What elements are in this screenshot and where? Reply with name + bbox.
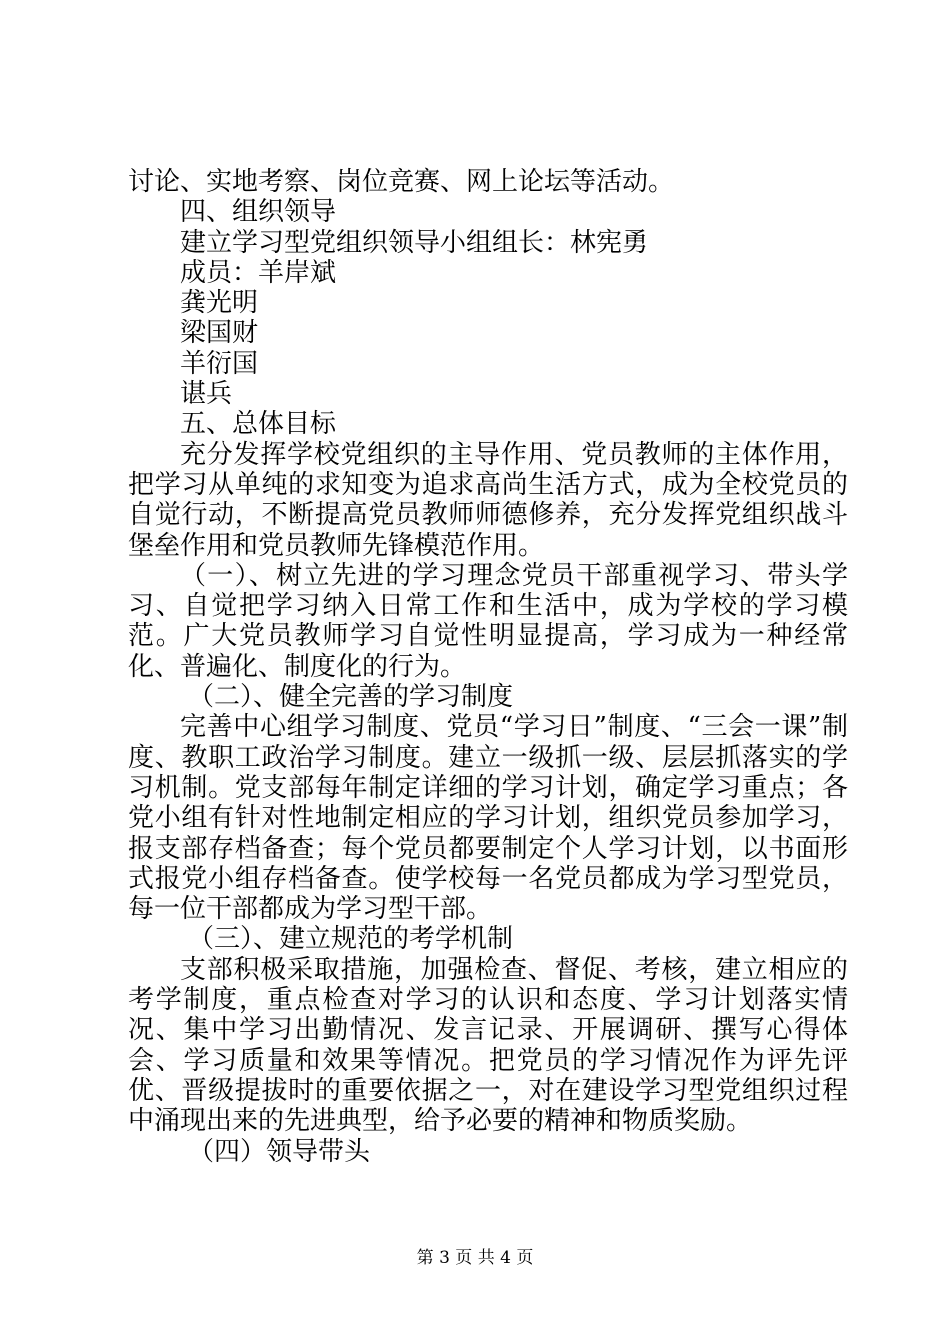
subheading-2: （二）、健全完善的学习制度 — [188, 682, 514, 713]
page-body — [128, 167, 848, 1167]
page-footer: 第 3 页 共 4 页 — [416, 1248, 534, 1268]
member-line: 龚光明 — [180, 288, 259, 319]
subheading-4: （四）领导带头 — [188, 1136, 371, 1167]
paragraph-cont: 讨论、实地考察、岗位竞赛、网上论坛等活动。 — [128, 167, 675, 197]
leader-line: 建立学习型党组织领导小组组长：林宪勇 — [180, 227, 649, 258]
paragraph-goal: 充分发挥学校党组织的主导作用、党员教师的主体作用，把学习从单纯的求知变为追求高尚生活方式，成为全校党员的自觉行动，不断提高党员教师师德修养，充分发挥党组织战斗堡垒作用和党员教师先锋模范作用。 — [128, 439, 848, 561]
member-line: 成员：羊岸斌 — [180, 257, 337, 288]
member-line: 梁国财 — [180, 318, 259, 349]
member-line: 谌兵 — [180, 379, 233, 410]
heading-goal: 五、总体目标 — [180, 409, 337, 440]
paragraph-item-3: 支部积极采取措施，加强检查、督促、考核，建立相应的考学制度，重点检查对学习的认识和态度、学习计划落实情况、集中学习出勤情况、发言记录、开展调研、撰写心得体会、学习质量和效果等情况。把党员的学习情况作为评先评优、晋级提拔时的重要依据之一，对在建设学习型党组织过程中涌现出来的先进典型，给予必要的精神和物质奖励。 — [128, 954, 848, 1137]
heading-organization: 四、组织领导 — [180, 197, 337, 228]
subheading-3: （三）、建立规范的考学机制 — [188, 924, 514, 955]
paragraph-item-1: （一）、树立先进的学习理念党员干部重视学习、带头学习、自觉把学习纳入日常工作和生活中，成为学校的学习模范。广大党员教师学习自觉性明显提高，学习成为一种经常化、普遍化、制度化的行为。 — [128, 560, 848, 682]
paragraph-item-2: 完善中心组学习制度、党员“学习日”制度、“三会一课”制度、教职工政治学习制度。建立一级抓一级、层层抓落实的学习机制。党支部每年制定详细的学习计划，确定学习重点；各党小组有针对性地制定相应的学习计划，组织党员参加学习，报支部存档备查；每个党员都要制定个人学习计划，以书面形式报党小组存档备查。使学校每一名党员都成为学习型党员，每一位干部都成为学习型干部。 — [128, 712, 848, 925]
member-line: 羊衍国 — [180, 348, 259, 379]
